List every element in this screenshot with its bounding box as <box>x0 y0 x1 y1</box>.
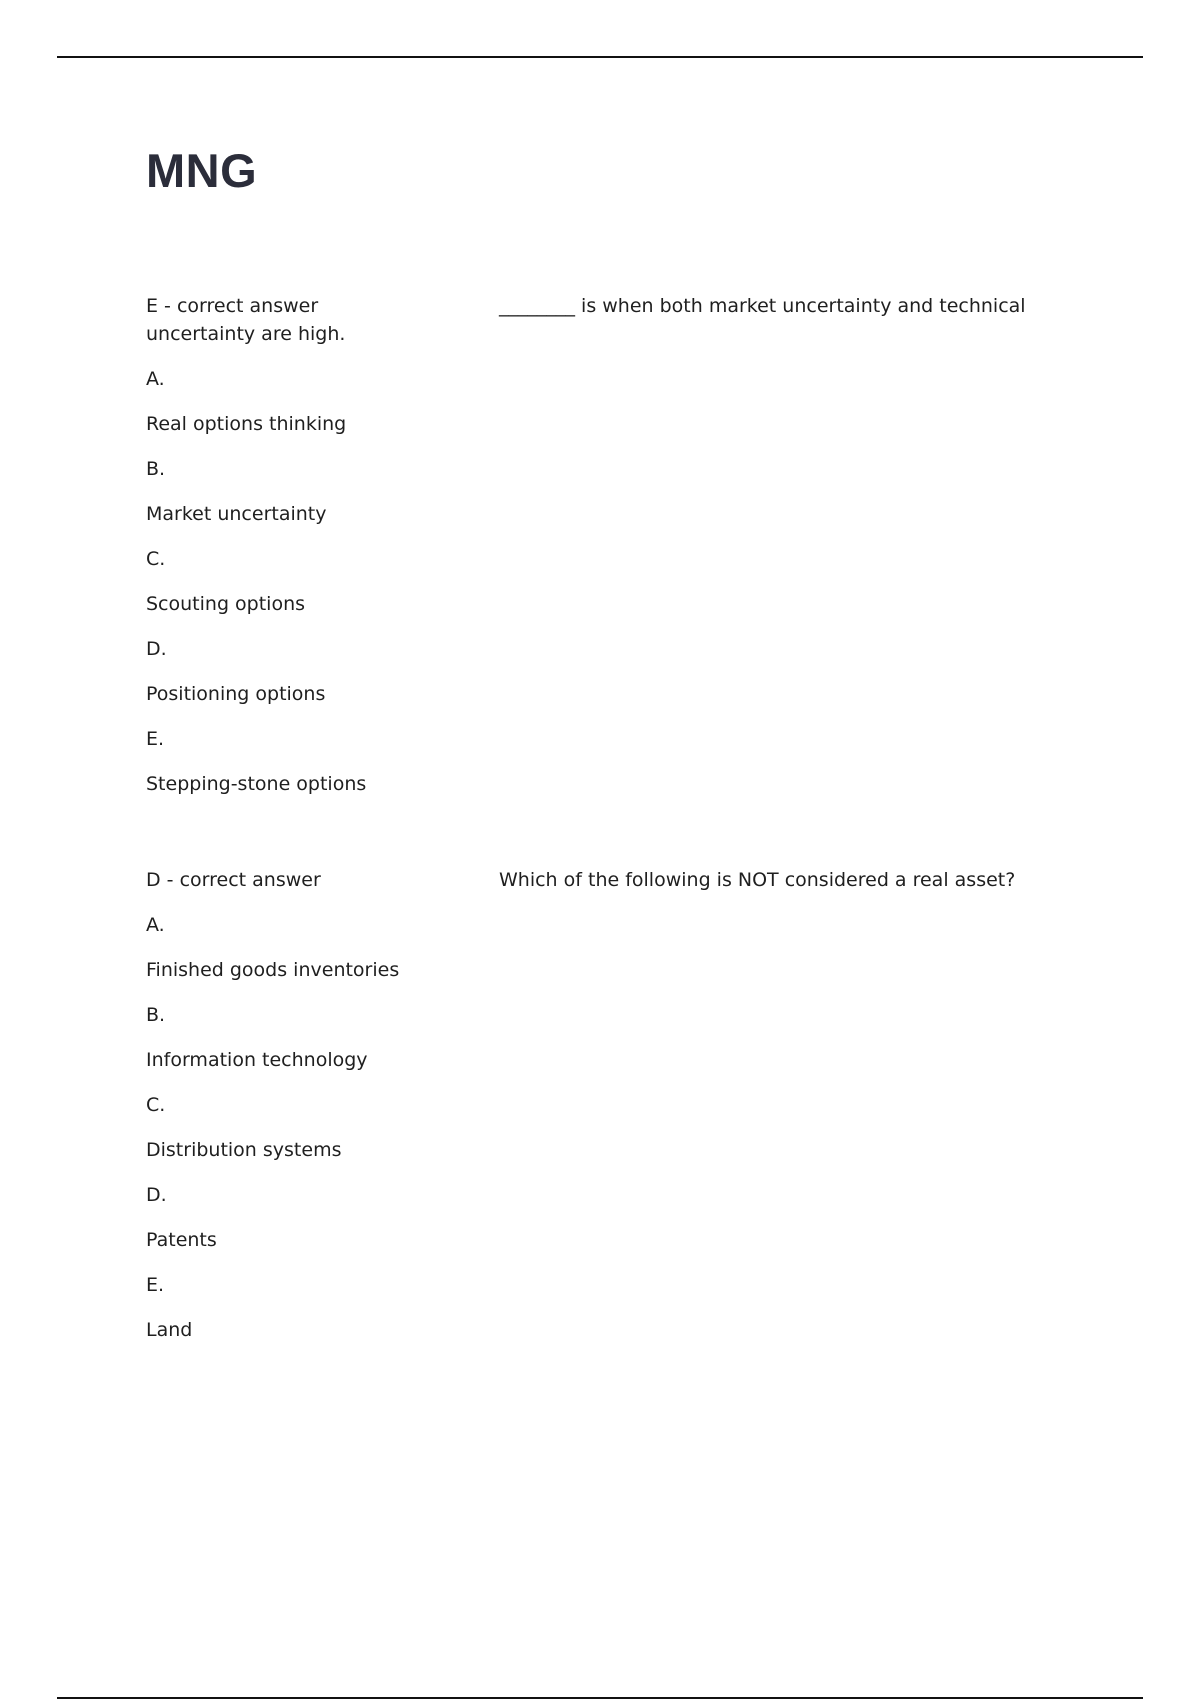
answer-row <box>146 292 1046 320</box>
option-item <box>146 911 1046 984</box>
option-item <box>146 545 1046 618</box>
answer-row <box>146 866 1046 894</box>
option-letter: E. <box>146 1274 165 1296</box>
option-item <box>146 1091 1046 1164</box>
question-text: ________ is when both market uncertainty and technical <box>499 295 1026 317</box>
option-item <box>146 365 1046 438</box>
option-letter: E. <box>146 728 165 750</box>
correct-answer-label: E - correct answer <box>146 295 319 317</box>
option-item <box>146 635 1046 708</box>
option-text: Distribution systems <box>146 1139 342 1161</box>
option-text: Positioning options <box>146 683 326 705</box>
option-letter: C. <box>146 1094 166 1116</box>
option-letter: D. <box>146 638 167 660</box>
option-text: Finished goods inventories <box>146 959 400 981</box>
correct-answer-label: D - correct answer <box>146 869 321 891</box>
option-text: Patents <box>146 1229 217 1251</box>
option-item <box>146 725 1046 798</box>
document-title: MNG <box>146 144 258 197</box>
option-letter: B. <box>146 458 166 480</box>
question-card <box>146 866 1046 1344</box>
option-list <box>146 911 1046 1344</box>
option-letter: D. <box>146 1184 167 1206</box>
option-text: Real options thinking <box>146 413 347 435</box>
option-list <box>146 365 1046 798</box>
option-letter: A. <box>146 368 165 390</box>
option-text: Stepping-stone options <box>146 773 367 795</box>
question-card <box>146 292 1046 798</box>
option-letter: A. <box>146 914 165 936</box>
option-item <box>146 1181 1046 1254</box>
option-text: Market uncertainty <box>146 503 327 525</box>
option-item <box>146 455 1046 528</box>
top-rule <box>57 56 1143 58</box>
option-letter: C. <box>146 548 166 570</box>
option-item <box>146 1271 1046 1344</box>
option-text: Land <box>146 1319 193 1341</box>
question-text-continuation: uncertainty are high. <box>146 323 346 345</box>
option-text: Scouting options <box>146 593 306 615</box>
question-text: Which of the following is NOT considered a real asset? <box>499 869 1016 891</box>
option-text: Information technology <box>146 1049 368 1071</box>
option-item <box>146 1001 1046 1074</box>
option-letter: B. <box>146 1004 166 1026</box>
bottom-rule <box>57 1697 1143 1699</box>
